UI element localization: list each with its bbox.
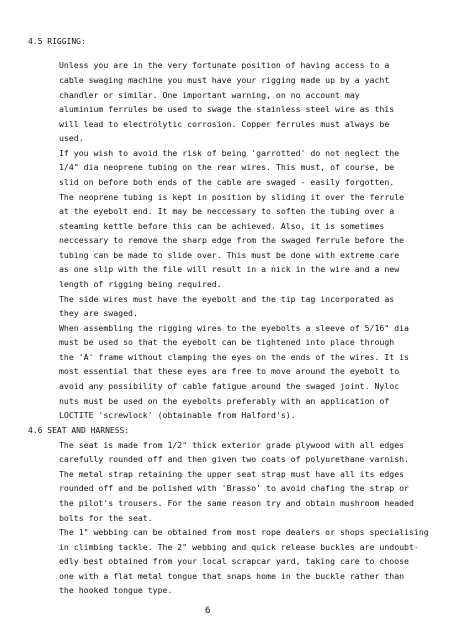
rigging-paragraph-3: The neoprene tubing is kept in position by sliding it over the ferrule at the eyebolt end. It may be neccessary to soften the tubing over a steaming kettle before this can be achieved. Also, it is sometimes neccessary to remove the sharp edge from the swaged ferrule before the tubing can be made to slide over. This must be done with extreme care as one slip with the file will result in a nick in the wire and a new length of rigging being required. <box>59 191 405 290</box>
section-heading-rigging: 4.5 RIGGING: <box>28 36 86 46</box>
page-number: 6 <box>205 606 211 616</box>
seat-paragraph-1: The seat is made from 1/2" thick exterior grade plywood with all edges carefully rounded off and then given two coats of polyurethane varnish. <box>59 439 409 465</box>
rigging-paragraph-1: Unless you are in the very fortunate position of having access to a cable swaging machine you must have your rigging made up by a yacht chandler or similar. One important warning, on no account may aluminium ferrules be used to swage the stainless steel wire as this will lead to electrolytic corrosion. Copper ferrules must always be used. <box>59 60 395 144</box>
rigging-paragraph-5: When assembling the rigging wires to the eyebolts a sleeve of 5/16" dia must be used so that the eyebolt can be tightened into place through the 'A' frame without clamping the eyes on the ends of the wires. It is most essential that these eyes are free to move around the eyebolt to avoid any possibility of cable fatigue around the swaged joint. Nyloc nuts must be used on the eyebolts preferably with an application of LOCTITE 'screwlock' (obtainable from Halford's). <box>59 322 409 421</box>
rigging-paragraph-4: The side wires must have the eyebolt and the tip tag incorporated as they are swaged. <box>59 293 395 319</box>
seat-paragraph-2: The metal strap retaining the upper seat strap must have all its edges rounded off and be polished with 'Brasso' to avoid chafing the strap or the pilot's trousers. For the same reason try and obtain mushroom headed bolts for the seat. <box>59 468 414 523</box>
seat-paragraph-3: The 1" webbing can be obtained from most rope dealers or shops specialising in climbing tackle. The 2" webbing and quick release buckles are undoubt- edly best obtained from your local scrapcar yard, taking care to choose one with a flat metal tongue that snaps home in the buckle rather than the hooked tongue type. <box>59 527 429 596</box>
section-heading-seat-harness: 4.6 SEAT AND HARNESS: <box>28 426 130 436</box>
rigging-paragraph-2: If you wish to avoid the risk of being 'garrotted' do not neglect the 1/4" dia neoprene tubing on the rear wires. This must, of course, be slid on before both ends of the cable are swaged - easily forgotten. <box>59 147 400 187</box>
